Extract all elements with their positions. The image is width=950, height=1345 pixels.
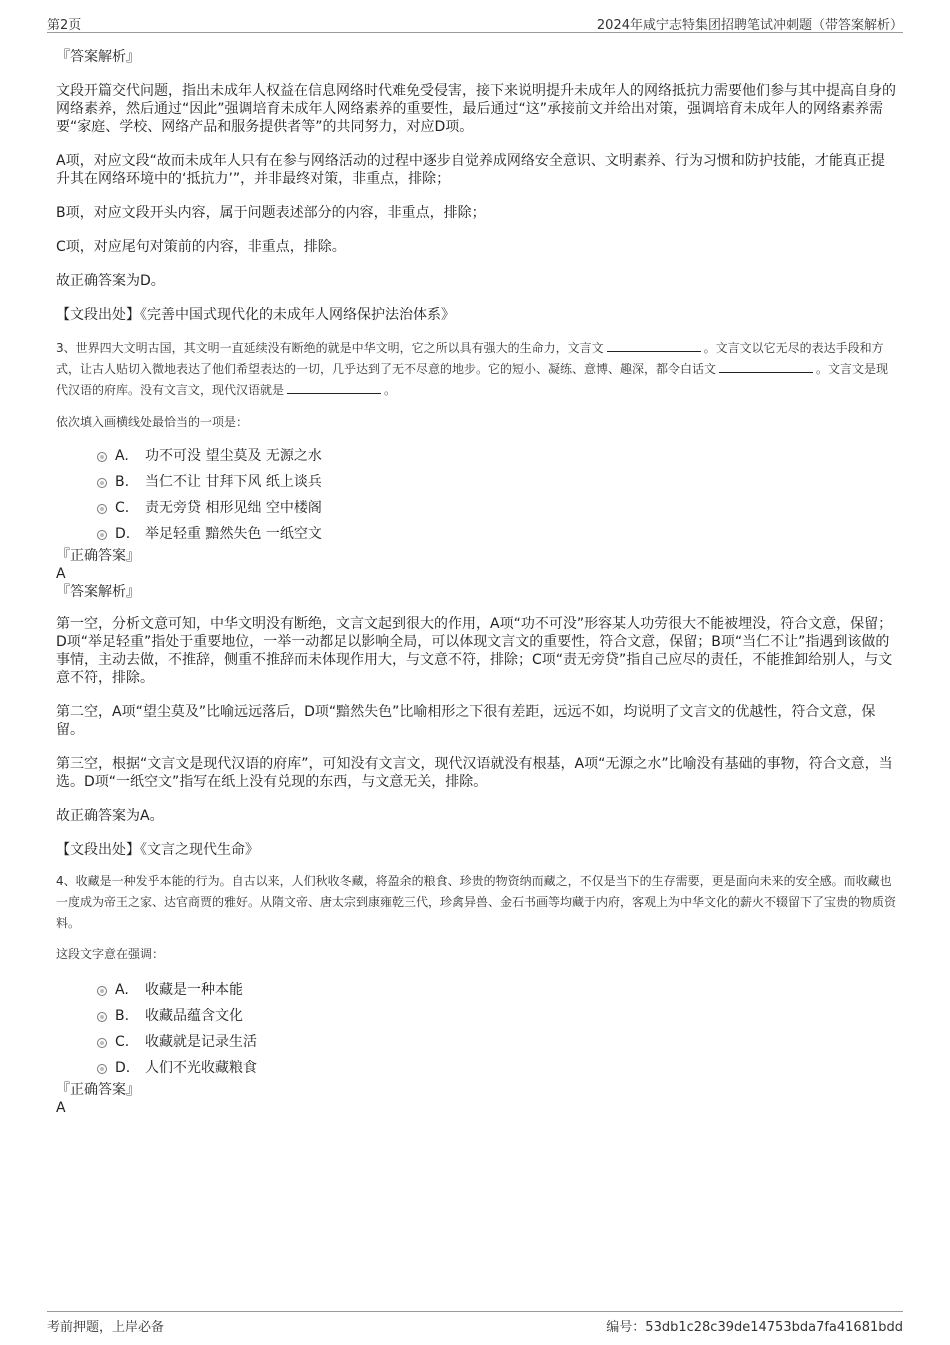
analysis-paragraph: B项，对应文段开头内容，属于问题表述部分的内容，非重点，排除； (56, 205, 486, 221)
conclusion: 故正确答案为A。 (56, 808, 164, 824)
radio-icon[interactable] (97, 1064, 107, 1074)
analysis-paragraph: A项，对应文段“故而未成年人只有在参与网络活动的过程中逐步自觉养成网络安全意识、文明素养、行为习惯和防护技能，才能真正提升其在网络环境中的‘抵抗力’”，并非最终对策，非重点，排除； (56, 153, 885, 187)
radio-icon[interactable] (97, 1012, 107, 1022)
radio-icon[interactable] (97, 452, 107, 462)
analysis-paragraph: 第三空，根据“文言文是现代汉语的府库”，可知没有文言文，现代汉语就没有根基，A项“无源之水”比喻没有基础的事物，符合文意，当选。D项“一纸空文”指写在纸上没有兑现的东西，与文意无关，排除。 (56, 756, 893, 790)
document-title: 2024年咸宁志特集团招聘笔试冲刺题（带答案解析） (596, 18, 903, 33)
radio-icon[interactable] (97, 478, 107, 488)
fill-blank (719, 360, 813, 373)
page-number: 第2页 (47, 18, 82, 33)
analysis-paragraph: 文段开篇交代问题，指出未成年人权益在信息网络时代难免受侵害，接下来说明提升未成年人的网络抵抗力需要他们参与其中提高自身的网络素养，然后通过“因此”强调培育未成年人网络素养的重要性，最后通过“这”承接前文并给出对策，强调培育未成年人的网络素养需要“家庭、学校、网络产品和服务提供者等”的共同努力，对应D项。 (56, 83, 896, 135)
main-content (56, 44, 896, 1117)
answer-heading: 『正确答案』 (56, 1082, 140, 1098)
option-c[interactable]: C. 收藏就是记录生活 (56, 1029, 896, 1055)
fill-blank (287, 381, 381, 394)
radio-icon[interactable] (97, 504, 107, 514)
analysis-paragraph: 第二空，A项“望尘莫及”比喻远远落后，D项“黯然失色”比喻相形之下很有差距，远远不如，均说明了文言文的优越性，符合文意，保留。 (56, 704, 876, 738)
radio-icon[interactable] (97, 986, 107, 996)
conclusion: 故正确答案为D。 (56, 273, 165, 289)
option-d[interactable]: D. 举足轻重 黯然失色 一纸空文 (56, 521, 896, 547)
option-b[interactable]: B. 当仁不让 甘拜下风 纸上谈兵 (56, 469, 896, 495)
source-citation: 【文段出处】《完善中国式现代化的未成年人网络保护法治体系》 (56, 307, 455, 323)
question-4-text: 4、收藏是一种发乎本能的行为。自古以来，人们秋收冬藏，将盈余的粮食、珍贵的物资纳而藏之，不仅是当下的生存需要，更是面向未来的安全感。而收藏也一度成为帝王之家、达官商贾的雅好。从隋文帝、唐太宗到康雍乾三代，珍禽异兽、金石书画等均藏于内府，客观上为中华文化的薪火不辍留下了宝贵的物质资料。 (56, 874, 897, 930)
analysis-heading: 『答案解析』 (56, 49, 140, 65)
question-3-text: 3、世界四大文明古国，其文明一直延续没有断绝的就是中华文明，它之所以具有强大的生命力，文言文 。文言文以它无尽的表达手段和方式，让古人贴切入微地表达了他们希望表达的一切，几乎达到了无不尽意的地步。它的短小、凝练、意博、趣深，都令白话文 。文言文是现代汉语的府库。没有文言文，现代汉语就是 。 (56, 341, 889, 397)
question-4-options (56, 977, 896, 1081)
answer-value: A (56, 1100, 66, 1116)
option-d[interactable]: D. 人们不光收藏粮食 (56, 1055, 896, 1081)
radio-icon[interactable] (97, 530, 107, 540)
option-c[interactable]: C. 责无旁贷 相形见绌 空中楼阁 (56, 495, 896, 521)
radio-icon[interactable] (97, 1038, 107, 1048)
footer-slogan: 考前押题，上岸必备 (47, 1320, 165, 1335)
answer-value: A (56, 566, 66, 582)
option-b[interactable]: B. 收藏品蕴含文化 (56, 1003, 896, 1029)
analysis-heading: 『答案解析』 (56, 584, 140, 600)
question-3-options (56, 443, 896, 547)
option-a[interactable]: A. 功不可没 望尘莫及 无源之水 (56, 443, 896, 469)
option-a[interactable]: A. 收藏是一种本能 (56, 977, 896, 1003)
question-4-prompt: 这段文字意在强调： (56, 947, 165, 961)
document-id: 编号：53db1c28c39de14753bda7fa41681bdd (606, 1320, 903, 1335)
question-3-prompt: 依次填入画横线处最恰当的一项是： (56, 415, 249, 429)
answer-heading: 『正确答案』 (56, 548, 140, 564)
page-footer (47, 1311, 903, 1334)
source-citation: 【文段出处】《文言之现代生命》 (56, 842, 259, 858)
analysis-paragraph: 第一空，分析文意可知，中华文明没有断绝，文言文起到很大的作用，A项“功不可没”形容某人功劳很大不能被埋没，符合文意，保留；D项“举足轻重”指处于重要地位，一举一动都足以影响全局，可以体现文言文的重要性，符合文意，保留；B项“当仁不让”指遇到该做的事情，主动去做，不推辞，侧重不推辞而未体现作用大，与文意不符，排除；C项“责无旁贷”指自己应尽的责任，不能推卸给别人，与文意不符，排除。 (56, 616, 893, 686)
fill-blank (607, 339, 701, 352)
page-header (47, 14, 903, 33)
analysis-paragraph: C项，对应尾句对策前的内容，非重点，排除。 (56, 239, 346, 255)
